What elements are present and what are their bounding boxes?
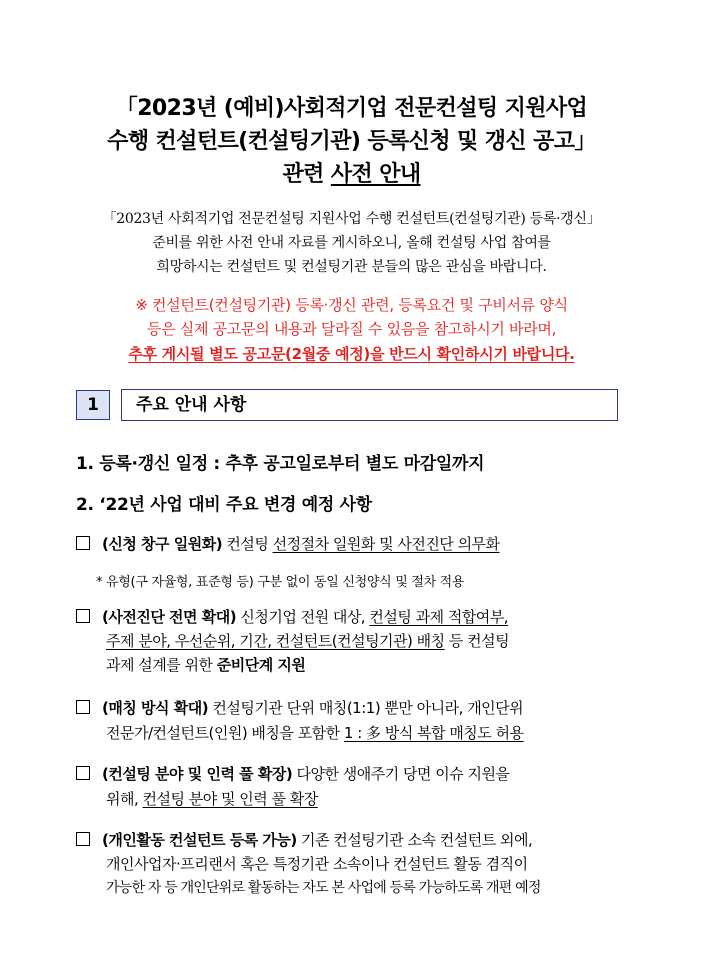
checkbox-square-icon (76, 536, 90, 550)
item-text: 컨설팅 (222, 535, 273, 553)
checkbox-square-icon (76, 832, 90, 846)
list-item-line: 가능한 자 등 개인단위로 활동하는 자도 본 사업에 등록 가능하도록 개편 예정 (106, 880, 541, 896)
list-item-line (102, 606, 508, 627)
list-item-line (106, 654, 305, 675)
list-item-line (106, 630, 509, 651)
doc-title-line-3 (0, 157, 703, 188)
item-bold-label: (개인활동 컨설턴트 등록 가능) (102, 831, 297, 849)
intro-line-3: 희망하시는 컨설턴트 및 컨설팅기관 분들의 많은 관심을 바랍니다. (156, 259, 547, 275)
notice-line-1: ※ 컨설턴트(컨설팅기관) 등록·갱신 관련, 등록요건 및 구비서류 양식 (135, 296, 568, 314)
list-item-line (102, 697, 523, 718)
notice-line-3: 추후 게시될 별도 공고문(2월중 예정)을 반드시 확인하시기 바랍니다. (128, 345, 575, 363)
intro-line-1: 「2023년 사회적기업 전문컨설팅 지원사업 수행 컨설턴트(컨설팅기관) 등록·갱신」 (102, 211, 601, 227)
item-text: 신청기업 전원 대상, (236, 608, 370, 626)
doc-title-line-3-underlined: 사전 안내 (330, 162, 421, 187)
item-text-underlined: 컨설팅 과제 적합여부, (369, 608, 509, 626)
checkbox-square-icon (76, 609, 90, 623)
heading-schedule: 1. 등록·갱신 일정 : 추후 공고일로부터 별도 마감일까지 (76, 454, 485, 474)
heading-changes: 2. ‘22년 사업 대비 주요 변경 예정 사항 (76, 495, 372, 515)
item-text: 위해, (106, 790, 143, 808)
item-bold-label: (사전진단 전면 확대) (102, 608, 237, 626)
list-item-line (102, 763, 509, 784)
list-item-line (106, 722, 524, 743)
doc-title-line-1: 「2023년 (예비)사회적기업 전문컨설팅 지원사업 (115, 96, 588, 121)
item-text: 다양한 생애주기 당면 이슈 지원을 (292, 765, 510, 783)
item-text: 전문가/컨설턴트(인원) 배칭을 포함한 (106, 724, 344, 742)
item-bold-label: (컨설팅 분야 및 인력 풀 확장) (102, 765, 293, 783)
checkbox-square-icon (76, 766, 90, 780)
doc-title-line-2: 수행 컨설턴트(컨설팅기관) 등록신청 및 갱신 공고」 (107, 129, 596, 154)
list-item-line (102, 829, 532, 850)
item-note: * 유형(구 자율형, 표준형 등) 구분 없이 동일 신청양식 및 절차 적용 (96, 575, 465, 590)
item-bold-label: (매칭 방식 확대) (102, 699, 209, 717)
intro-line-2: 준비를 위한 사전 안내 자료를 게시하오니, 올해 컨설팅 사업 참여를 (152, 235, 551, 251)
notice-line-2: 등은 실제 공고문의 내용과 달라질 수 있음을 참고하시기 바라며, (146, 320, 557, 338)
item-text-bold: 준비단계 지원 (216, 656, 306, 674)
doc-title-line-3-prefix: 관련 (282, 162, 331, 187)
list-item-line (106, 788, 318, 809)
item-bold-label: (신청 창구 일원화) (102, 535, 223, 553)
list-item-line (102, 533, 500, 554)
item-text-underlined: 1 : 多 방식 복합 매칭도 허용 (343, 724, 524, 742)
item-text-underlined: 컨설팅 분야 및 인력 풀 확장 (142, 790, 318, 808)
item-text-underlined: 주제 분야, 우선순위, 기간, 컨설턴트(컨설팅기관) 배칭 (106, 632, 445, 650)
checkbox-square-icon (76, 700, 90, 714)
list-item-line: 개인사업자·프리랜서 혹은 특정기관 소속이나 컨설턴트 활동 겸직이 (106, 855, 528, 873)
item-text-underlined: 선정절차 일원화 및 사전진단 의무화 (272, 535, 500, 553)
item-text: 컨설팅기관 단위 매칭(1:1) 뿐만 아니라, 개인단위 (208, 699, 524, 717)
item-text: 기존 컨설팅기관 소속 컨설턴트 외에, (296, 831, 533, 849)
section-number: 1 (76, 390, 110, 420)
item-text: 등 컨설팅 (444, 632, 510, 650)
section-title: 주요 안내 사항 (121, 389, 618, 421)
item-text: 과제 설계를 위한 (106, 656, 217, 674)
